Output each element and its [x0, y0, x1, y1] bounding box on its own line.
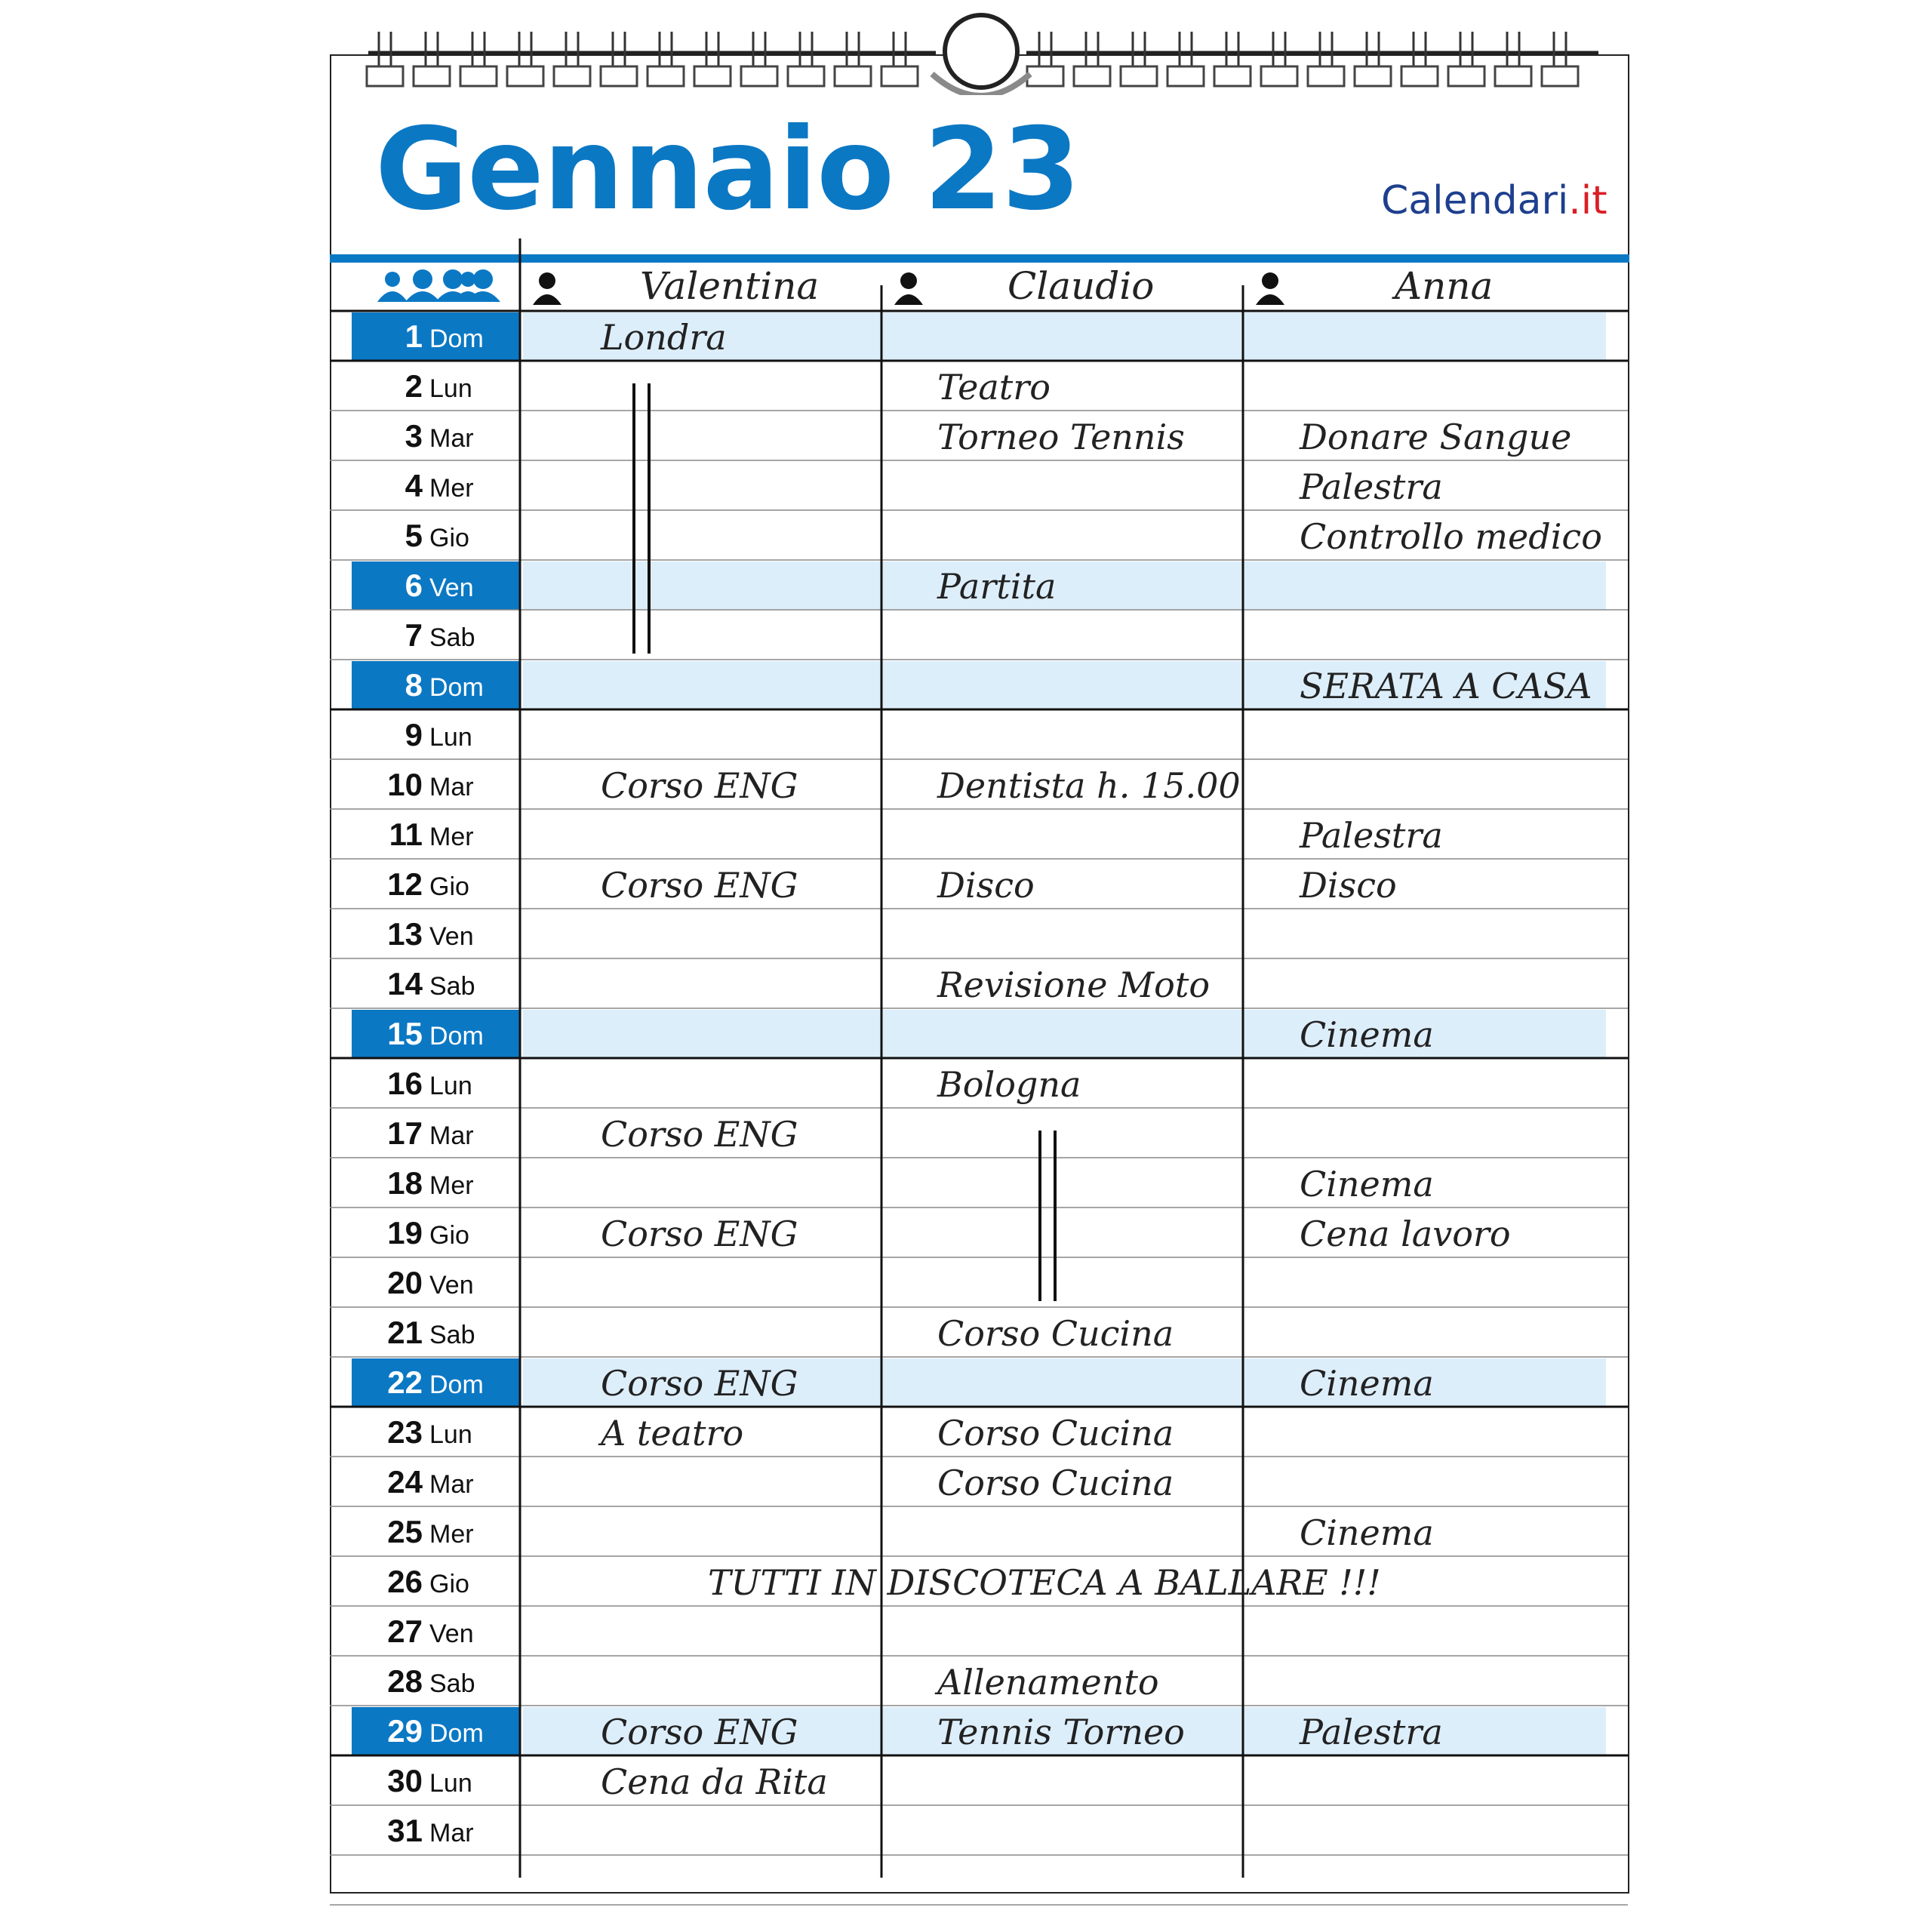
day-number: 31: [387, 1813, 423, 1848]
note-entry: Palestra: [1300, 466, 1443, 507]
weekday-label: Gio: [429, 872, 469, 901]
note-entry: Cena lavoro: [1300, 1214, 1511, 1254]
weekday-label: Gio: [429, 524, 469, 552]
day-number: 11: [389, 817, 423, 852]
weekday-label: Mar: [429, 1121, 474, 1150]
note-entry: Palestra: [1300, 815, 1443, 856]
day-number: 8: [405, 667, 423, 703]
day-number: 18: [387, 1165, 423, 1201]
note-entry: Corso ENG: [601, 1114, 798, 1155]
note-entry: Corso ENG: [601, 1363, 798, 1404]
weekday-label: Ven: [429, 922, 474, 951]
note-entry: Cinema: [1300, 1512, 1434, 1553]
day-number: 14: [387, 966, 423, 1001]
day-number: 24: [387, 1464, 423, 1500]
note-entry: Tennis Torneo: [937, 1712, 1185, 1752]
brand-name: Calendari: [1381, 178, 1569, 223]
note-entry: A teatro: [601, 1413, 744, 1454]
person-name-anna: Anna: [1395, 264, 1494, 308]
note-entry: Londra: [601, 317, 727, 358]
weekday-label: Dom: [429, 1371, 484, 1399]
note-entry: Cena da Rita: [601, 1761, 828, 1802]
weekday-label: Dom: [429, 1022, 484, 1051]
day-number: 13: [387, 916, 423, 952]
note-entry: Cinema: [1300, 1014, 1434, 1055]
note-entry: Torneo Tennis: [937, 417, 1185, 457]
day-number: 5: [405, 518, 423, 553]
note-entry: SERATA A CASA: [1300, 666, 1592, 706]
day-number: 27: [387, 1614, 423, 1649]
note-entry: Corso ENG: [601, 1214, 798, 1254]
weekday-label: Mar: [429, 1819, 474, 1847]
note-entry: Cinema: [1300, 1164, 1434, 1204]
note-entry: Dentista h. 15.00: [937, 765, 1241, 806]
day-number: 17: [387, 1115, 423, 1151]
note-entry: Donare Sangue: [1300, 417, 1572, 457]
weekday-label: Sab: [429, 623, 475, 652]
weekday-label: Dom: [429, 1719, 484, 1748]
note-entry: Corso ENG: [601, 1712, 798, 1752]
note-entry: Controllo medico: [1300, 516, 1602, 557]
day-number: 30: [387, 1763, 423, 1798]
day-number: 2: [405, 368, 423, 404]
weekday-label: Dom: [429, 325, 484, 353]
weekday-label: Mer: [429, 474, 474, 503]
brand-tld: .it: [1568, 178, 1607, 223]
note-entry: Corso Cucina: [937, 1313, 1174, 1354]
day-number: 12: [387, 866, 423, 902]
weekday-label: Lun: [429, 1420, 472, 1449]
note-entry: Cinema: [1300, 1363, 1434, 1404]
note-entry: Partita: [937, 566, 1057, 607]
note-entry: Palestra: [1300, 1712, 1443, 1752]
day-number: 22: [387, 1364, 423, 1400]
weekday-label: Mer: [429, 1520, 474, 1549]
weekday-label: Lun: [429, 374, 472, 403]
weekday-label: Mar: [429, 1470, 474, 1499]
note-entry: Corso Cucina: [937, 1413, 1174, 1454]
weekday-label: Mer: [429, 1171, 474, 1200]
weekday-label: Mer: [429, 823, 474, 851]
weekday-label: Ven: [429, 1271, 474, 1300]
weekday-label: Dom: [429, 673, 484, 702]
note-entry: Disco: [937, 865, 1035, 906]
day-number: 19: [387, 1215, 423, 1251]
weekday-label: Mar: [429, 424, 474, 453]
weekday-label: Gio: [429, 1570, 469, 1598]
note-entry: Teatro: [937, 367, 1051, 408]
day-number: 26: [387, 1564, 423, 1599]
day-number: 29: [387, 1713, 423, 1749]
day-number: 3: [405, 418, 423, 454]
note-entry: Bologna: [937, 1064, 1081, 1105]
note-entry: Disco: [1300, 865, 1397, 906]
day-number: 28: [387, 1663, 423, 1699]
weekday-label: Ven: [429, 1620, 474, 1648]
weekday-label: Lun: [429, 1072, 472, 1100]
day-number: 4: [405, 468, 423, 503]
note-entry: Allenamento: [937, 1662, 1159, 1703]
day-number: 1: [405, 318, 423, 354]
day-number: 10: [387, 767, 423, 802]
weekday-label: Lun: [429, 723, 472, 752]
person-name-claudio: Claudio: [1008, 264, 1155, 308]
note-entry: Corso ENG: [601, 765, 798, 806]
weekday-label: Sab: [429, 1669, 475, 1698]
weekday-label: Sab: [429, 972, 475, 1001]
day-number: 16: [387, 1066, 423, 1101]
day-number: 23: [387, 1414, 423, 1450]
note-entry: Revisione Moto: [937, 964, 1211, 1005]
day-number: 6: [405, 568, 423, 603]
weekday-label: Sab: [429, 1321, 475, 1349]
person-name-valentina: Valentina: [640, 264, 820, 308]
weekday-label: Ven: [429, 574, 474, 602]
month-name: Gennaio: [375, 104, 894, 235]
day-number: 7: [405, 617, 423, 653]
weekday-label: Gio: [429, 1221, 469, 1250]
day-number: 20: [387, 1265, 423, 1300]
note-entry: TUTTI IN DISCOTECA A BALLARE !!!: [708, 1562, 1381, 1603]
note-entry: Corso Cucina: [937, 1463, 1174, 1503]
weekday-label: Mar: [429, 773, 474, 801]
day-number: 21: [387, 1315, 423, 1350]
day-number: 15: [387, 1016, 423, 1051]
year-label: 23: [924, 104, 1080, 235]
day-number: 25: [387, 1514, 423, 1549]
note-entry: Corso ENG: [601, 865, 798, 906]
day-number: 9: [405, 717, 423, 752]
weekday-label: Lun: [429, 1769, 472, 1798]
